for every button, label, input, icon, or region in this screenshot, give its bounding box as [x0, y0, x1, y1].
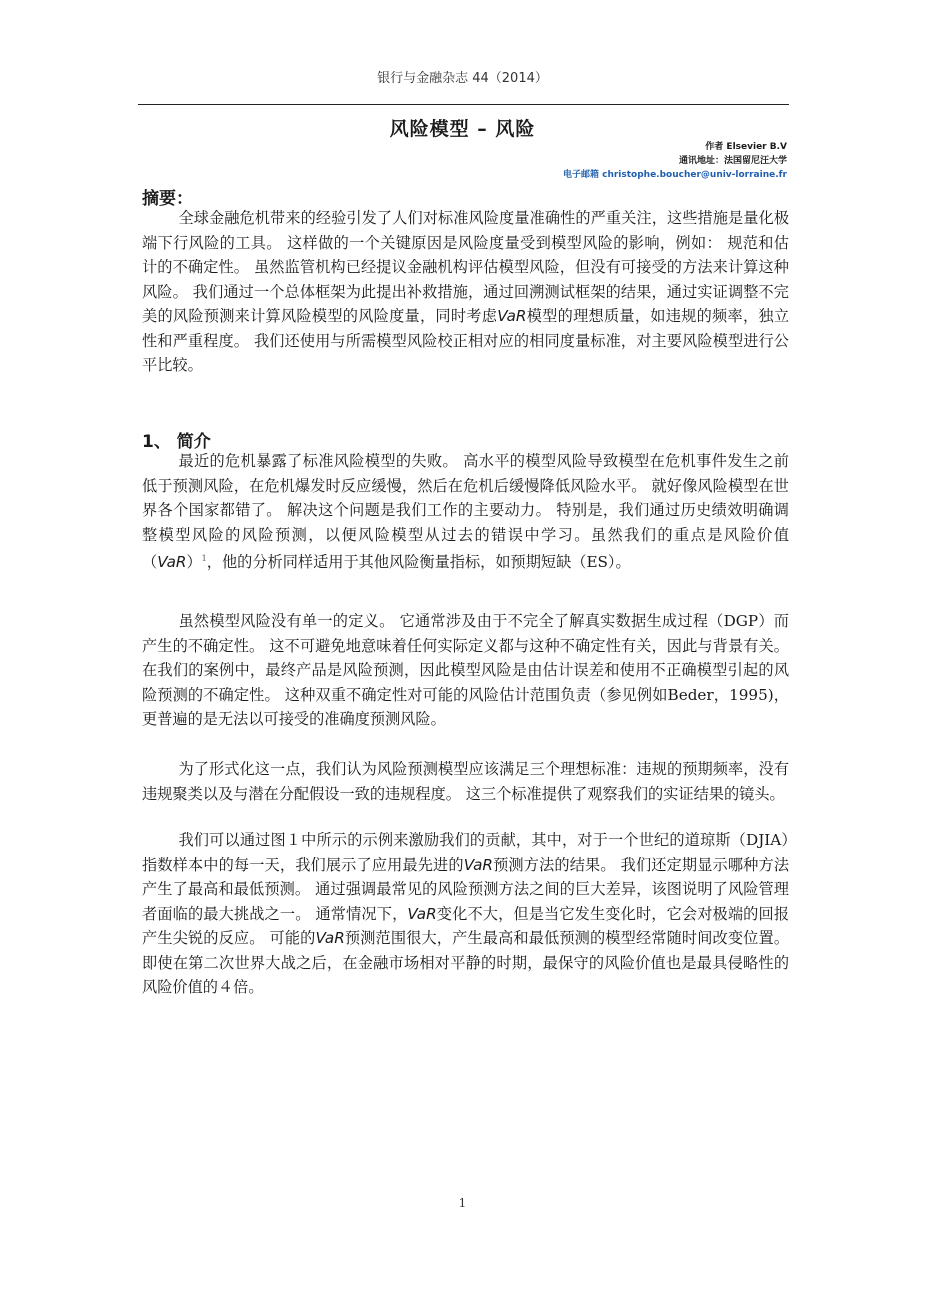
email-link[interactable]: christophe.boucher@univ-lorraine.fr [602, 170, 787, 180]
email-line [563, 169, 787, 182]
intro-p1-text-c: ，他的分析同样适用于其他风险衡量指标，如预期短缺（ES）。 [206, 553, 631, 572]
intro-paragraph-3: 为了形式化这一点，我们认为风险预测模型应该满足三个理想标准：违规的预期频率，没有违规聚类以及与潜在分配假设一致的违规程度。 这三个标准提供了观察我们的实证结果的镜头。 [142, 760, 789, 803]
article-title: 风险模型 – 风险 [389, 118, 536, 140]
header-divider [138, 104, 789, 105]
footnote-marker[interactable]: 1 [201, 554, 207, 563]
var-term: VaR [157, 553, 187, 572]
abstract-heading: 摘要： [142, 189, 193, 209]
email-label: 电子邮箱 [562, 170, 599, 180]
journal-header: 银行与金融杂志 44（2014） [377, 71, 548, 86]
intro-paragraph-4 [142, 828, 789, 1000]
var-term: VaR [497, 307, 527, 325]
address-value: 法国留尼汪大学 [723, 156, 787, 166]
intro-p4-text-d: 预测范围很大，产生最高和最低预测的模型经常随时间改变位置。 即使在第二次世界大战之后，在金融市场相对平静的时期，最保守的风险价值也是最具侵略性的风险价值的４倍。 [142, 929, 790, 996]
var-term: VaR [315, 929, 345, 947]
var-term: VaR [407, 904, 437, 923]
abstract-text-2: 模型的理想质量，如违规的频率，独立性和严重程度。 我们还使用与所需模型风险校正相对应的相同度量标准，对主要风险模型进行公平比较。 [142, 307, 790, 374]
author-name: Elsevier B.V [726, 142, 787, 152]
author-label: 作者 [705, 142, 724, 152]
abstract-text-1: 全球金融危机带来的经验引发了人们对标准风险度量准确性的严重关注，这些措施是量化极端下行风险的工具。 这样做的一个关键原因是风险度量受到模型风险的影响，例如： 规范和估计的不确定性。 虽然监管机构已经提议金融机构评估模型风险，但没有可接受的方法来计算这种风险。 我们通过一个总体框架为此提出补救措施，通过回溯测试框架的结果，通过实证调整不完美的风险预测来计算风险模型的风险度量，同时考虑 [142, 209, 789, 325]
intro-paragraph-1 [142, 449, 789, 575]
intro-p4-text-b: 预测方法的结果。 我们还定期显示哪种方法产生了最高和最低预测。 通过强调最常见的风险预测方法之间的巨大差异，该图说明了风险管理者面临的最大挑战之一。 通常情况下， [142, 855, 790, 923]
address-label: 通讯地址： [678, 156, 724, 166]
page-number: 1 [458, 1196, 467, 1210]
intro-paragraph-2: 虽然模型风险没有单一的定义。 它通常涉及由于不完全了解真实数据生成过程（DGP）而产生的不确定性。 这不可避免地意味着任何实际定义都与这种不确定性有关，因此与背景有关。 在我们的案例中，最终产品是风险预测，因此模型风险是由估计误差和使用不正确模型引起的风险预测的不确定性。 这种双重不确定性对可能的风险估计范围负责（参见例如Beder，1995)，更普遍的是无法以可接受的准确度预测风险。 [142, 612, 789, 728]
intro-p1-text-b: ） [186, 553, 202, 572]
intro-p4-text-c: 变化不大，但是当它发生变化时，它会对极端的回报产生尖锐的反应。 可能的 [142, 904, 790, 947]
address-line [679, 155, 787, 168]
var-term: VaR [463, 855, 493, 874]
intro-p1-text-a: 最近的危机暴露了标准风险模型的失败。 高水平的模型风险导致模型在危机事件发生之前低于预测风险，在危机爆发时反应缓慢，然后在危机后缓慢降低风险水平。 就好像风险模型在世界各个国家都错了。 解决这个问题是我们工作的主要动力。 特别是，我们通过历史绩效明确调整模型风险的风险预测，以便风险模型从过去的错误中学习。虽然我们的重点是风险价值（ [142, 452, 789, 572]
abstract-paragraph [142, 206, 789, 378]
intro-p4-text-a: 我们可以通过图１中所示的示例来激励我们的贡献，其中，对于一个世纪的道琼斯（DJIA）指数样本中的每一天，我们展示了应用最先进的 [142, 831, 789, 874]
author-line [705, 141, 787, 154]
introduction-heading: 1、 简介 [142, 432, 211, 452]
